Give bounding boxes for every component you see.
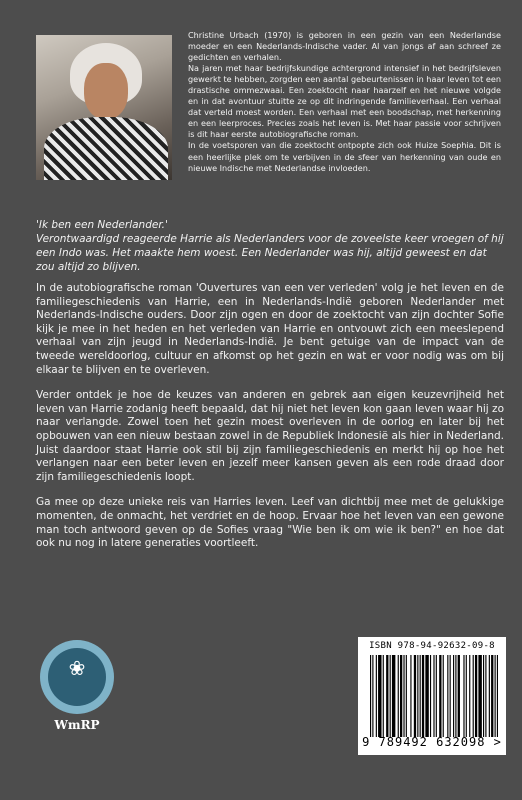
barcode-bar	[455, 655, 456, 737]
author-bio-paragraph-2: Na jaren met haar bedrijfskundige achtergrond intensief in het bedrijfsleven gewerkt te hebben, zorgden een aantal gebeurtenissen in haar leven tot een drastische ommezwaai. Een zoektocht naar haarzelf en het nieuwe volgde en in dat avontuur stuitte ze op dit indringende familieverhaal. Een verhaal dat verteld moest worden. Een verhaal met een boodschap, met herkenning en een leerproces. Precies zoals het leven is. Met haar passie voor schrijven is dit haar eerste autobiografische roman.	[188, 63, 501, 140]
author-photo	[36, 35, 172, 180]
barcode-bar	[463, 655, 464, 737]
barcode-bar	[433, 655, 434, 737]
barcode-bar	[383, 655, 384, 737]
barcode-bar	[439, 655, 441, 737]
blurb-paragraph-1: In de autobiografische roman 'Ouvertures van een ver verleden' volg je het leven en de familiegeschiedenis van Harrie, een in Nederlands-Indië geboren Nederlander met Nederlands-Indische ouders. Door zijn ogen en door de zoektocht van zijn dochter Sofie kijk je mee in het heden en het verleden van Harrie en ontvouwt zich een meeslepend verhaal van zijn jeugd in Nederlands-Indië. Je bent getuige van de impact van de tweede wereldoorlog, cultuur en afkomst op het gezin en wat er voor nodig was om bij elkaar te blijven en te overleven.	[36, 282, 504, 376]
author-photo-body	[44, 117, 168, 180]
barcode-bar	[473, 655, 474, 737]
barcode-bar	[478, 655, 481, 737]
barcode-bar	[469, 655, 470, 737]
author-bio-paragraph-3: In de voetsporen van die zoektocht ontpopte zich ook Huize Soephia. Dit is een heerlijke plek om te verbijven in de sfeer van herkenning van oude en nieuwe Indische met Nederlandse invloeden.	[188, 140, 501, 173]
barcode-bar	[491, 655, 493, 737]
barcode-bar	[390, 655, 391, 737]
author-bio	[188, 30, 501, 174]
publisher-logo	[38, 640, 122, 740]
blurb-paragraph-2: Verder ontdek je hoe de keuzes van anderen en gebrek aan eigen keuzevrijheid het leven van Harrie zodanig heeft bepaald, dat hij niet het leven kon gaan leven waar hij zo naar verlangde. Zowel toen het gezin moest overleven in de oorlog en later bij het opbouwen van een nieuw bestaan zowel in de Republiek Indonesië als hier in Nederland. Juist daardoor staat Harrie ook stil bij zijn familiegeschiedenis en merkt hij op hoe het verlangen naar een beter leven en jezelf meer kansen geven als een rode draad door zijn familiegeschiedenis loopt.	[36, 389, 504, 483]
barcode-bar	[475, 655, 477, 737]
barcode-bar	[422, 655, 424, 737]
lotus-icon: ❀	[68, 656, 86, 680]
blurb-paragraph-3: Ga mee op deze unieke reis van Harries leven. Leef van dichtbij mee met de gelukkige momenten, de onmacht, het verdriet en de hoop. Ervaar hoe het leven van een gewone man toch antwoord geven op de Sofies vraag "Wie ben ik om wie ik ben?" en hoe dat ook nu nog in latere generaties voortleeft.	[36, 496, 504, 550]
barcode-bar	[450, 655, 451, 737]
barcode-bar	[420, 655, 421, 737]
barcode-bar	[417, 655, 418, 737]
isbn-label: ISBN 978-94-92632-09-8	[369, 641, 495, 651]
barcode-bar	[447, 655, 448, 737]
barcode-bar	[376, 655, 377, 737]
barcode-bar	[406, 655, 407, 737]
barcode-bar	[466, 655, 467, 737]
barcode-bar	[436, 655, 437, 737]
author-photo-face	[84, 63, 128, 119]
barcode-bar	[497, 655, 498, 737]
barcode-bar	[400, 655, 402, 737]
barcode-bar	[453, 655, 454, 737]
book-blurb	[36, 282, 504, 563]
isbn-barcode	[358, 637, 506, 755]
barcode-bar	[489, 655, 490, 737]
barcode-bar	[370, 655, 371, 737]
barcode-bar	[458, 655, 460, 737]
barcode-bar	[392, 655, 395, 737]
quote-line-1: 'Ik ben een Nederlander.'	[36, 219, 168, 231]
opening-quote	[36, 218, 504, 274]
barcode-bar	[485, 655, 486, 737]
publisher-name: WmRP	[54, 718, 100, 732]
barcode-bar	[430, 655, 431, 737]
barcode-bar	[372, 655, 373, 737]
barcode-bar	[398, 655, 399, 737]
barcode-bar	[495, 655, 496, 737]
barcode-bar	[403, 655, 404, 737]
quote-line-2: Verontwaardigd reageerde Harrie als Nederlanders voor de zoveelste keer vroegen of hij een Indo was. Het maakte hem woest. Een Nederlander was hij, altijd geweest en dat zou altijd zo blijven.	[36, 233, 504, 273]
barcode-bar	[386, 655, 388, 737]
barcode-bar	[410, 655, 411, 737]
barcode-bar	[378, 655, 381, 737]
author-bio-paragraph-1: Christine Urbach (1970) is geboren in een gezin van een Nederlandse moeder en een Nederlands-Indische vader. Al van jongs af aan schreef ze gedichten en verhalen.	[188, 30, 501, 63]
barcode-bar	[414, 655, 416, 737]
barcode-bar	[483, 655, 484, 737]
barcode-bar	[443, 655, 444, 737]
barcode-bars	[370, 655, 498, 737]
ean-digits: 9 789492 632098 >	[362, 735, 502, 749]
barcode-bar	[425, 655, 428, 737]
